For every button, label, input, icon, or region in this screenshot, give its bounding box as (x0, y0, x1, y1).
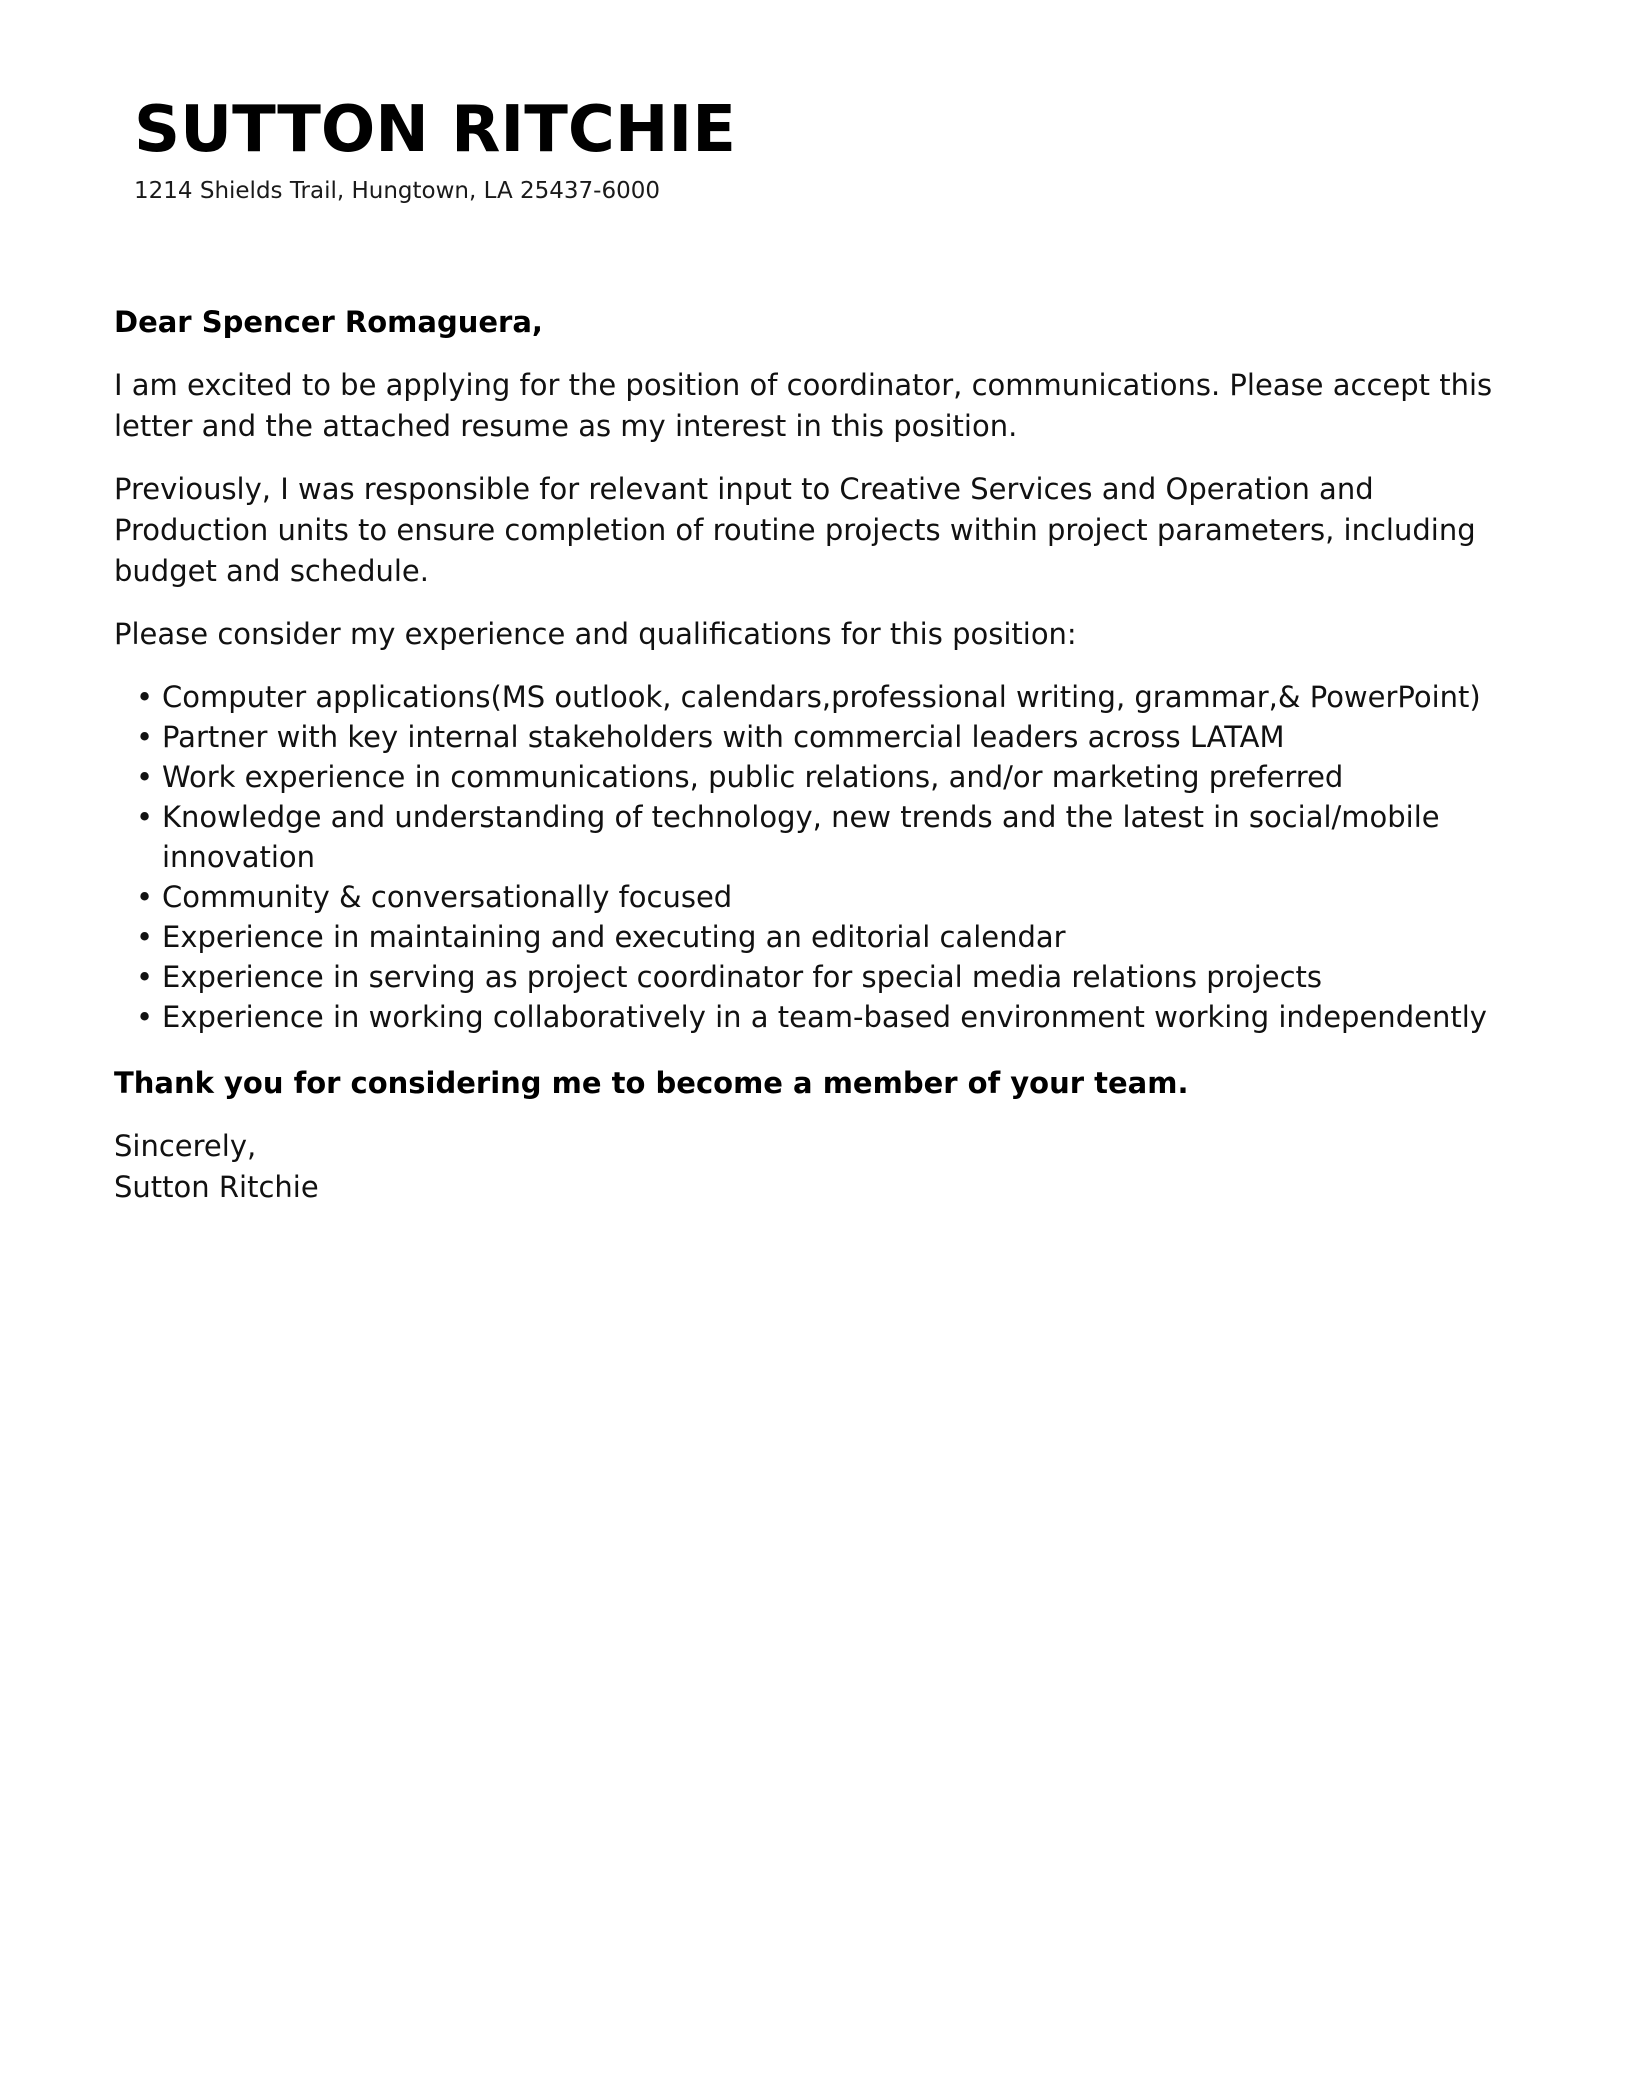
bullet-icon: • (136, 880, 154, 914)
qualifications-list (114, 677, 1504, 1037)
list-item (136, 797, 1504, 877)
salutation: Dear Spencer Romaguera, (114, 305, 543, 339)
letter-body (114, 302, 1504, 1208)
thank-you-line: Thank you for considering me to become a member of your team. (114, 1066, 1189, 1100)
sender-name: SUTTON RITCHIE (134, 93, 736, 167)
list-item (136, 997, 1504, 1037)
intro-paragraph: I am excited to be applying for the position of coordinator, communications. Please accept this letter and the attached resume as my interest in this position. (114, 368, 1493, 443)
list-item-text: Knowledge and understanding of technology, new trends and the latest in social/mobile innovation (162, 800, 1440, 874)
bullet-icon: • (136, 920, 154, 954)
bullet-icon: • (136, 960, 154, 994)
signature-name: Sutton Ritchie (114, 1170, 319, 1204)
list-item-text: Experience in maintaining and executing an editorial calendar (162, 920, 1066, 954)
sender-address: 1214 Shields Trail, Hungtown, LA 25437-6000 (134, 178, 661, 204)
list-item-text: Work experience in communications, public relations, and/or marketing preferred (162, 760, 1344, 794)
experience-paragraph: Previously, I was responsible for relevant input to Creative Services and Operation and Production units to ensure completion of routine projects within project parameters, including budget and schedule. (114, 472, 1476, 588)
list-item (136, 677, 1504, 717)
bullet-icon: • (136, 760, 154, 794)
list-item (136, 757, 1504, 797)
list-item (136, 877, 1504, 917)
list-item-text: Experience in serving as project coordinator for special media relations projects (162, 960, 1323, 994)
list-item-text: Experience in working collaboratively in a team-based environment working independently (162, 1000, 1487, 1034)
list-item-text: Partner with key internal stakeholders with commercial leaders across LATAM (162, 720, 1285, 754)
list-item (136, 957, 1504, 997)
letter-header (134, 92, 1514, 206)
bullet-icon: • (136, 800, 154, 834)
list-item (136, 717, 1504, 757)
list-item-text: Community & conversationally focused (162, 880, 733, 914)
bullet-icon: • (136, 720, 154, 754)
list-item (136, 917, 1504, 957)
list-item-text: Computer applications(MS outlook, calendars,professional writing, grammar,& PowerPoint) (162, 680, 1481, 714)
closing: Sincerely, (114, 1129, 257, 1163)
bullet-icon: • (136, 680, 154, 714)
qualifications-intro: Please consider my experience and qualifications for this position: (114, 617, 1077, 651)
bullet-icon: • (136, 1000, 154, 1034)
